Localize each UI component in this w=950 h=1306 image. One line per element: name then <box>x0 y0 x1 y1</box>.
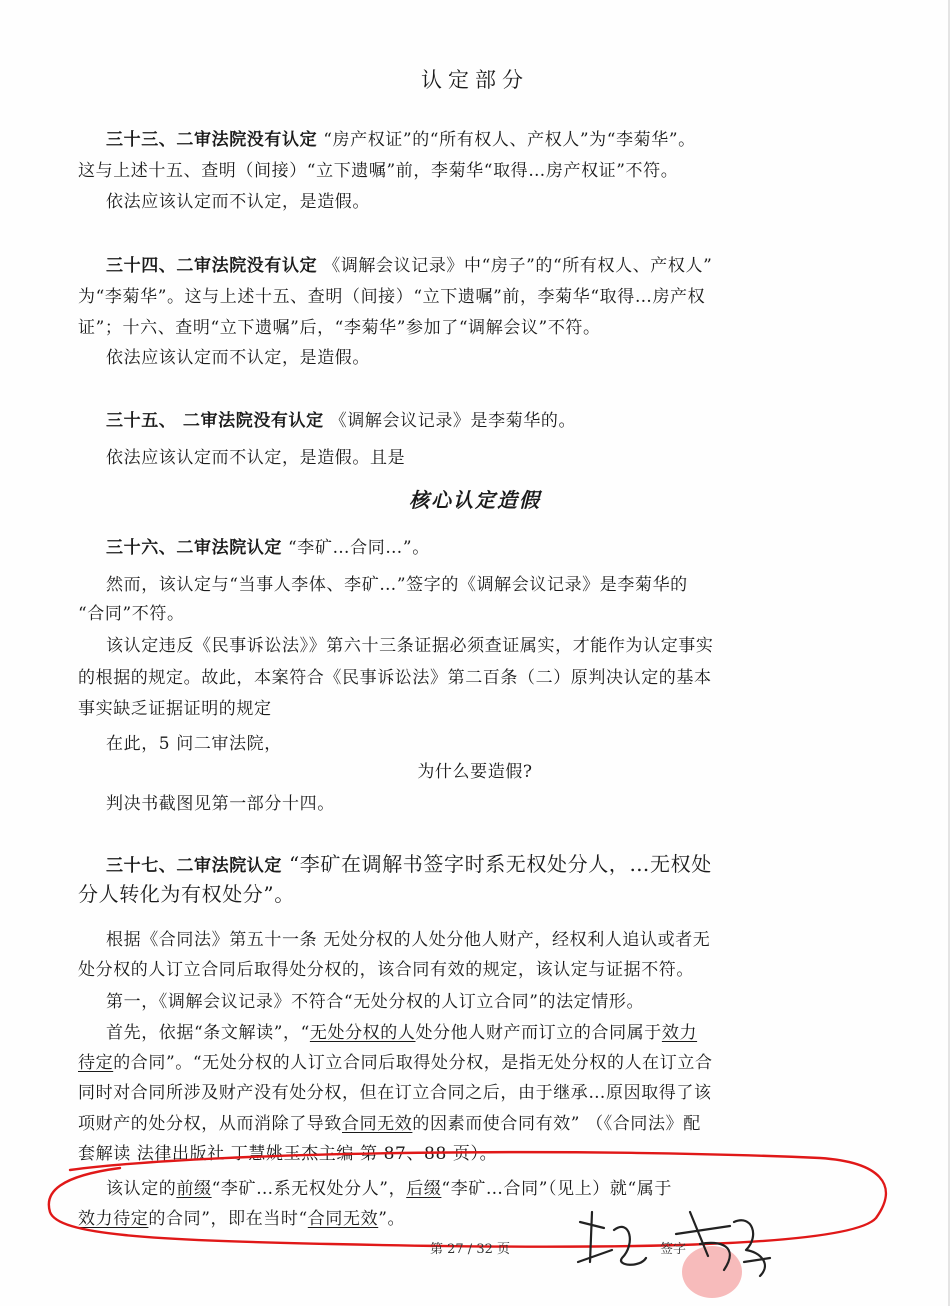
s34-line-3: 证”；十六、查明“立下遗嘱”后，“李菊华”参加了“调解会议”不符。 <box>78 318 601 338</box>
underline-contract-invalid-2: 合同无效 <box>307 1209 379 1229</box>
s36-line-4: 该认定违反《民事诉讼法》》第六十三条证据必须查证属实，才能作为认定事实 <box>106 636 714 656</box>
s36-heading: 三十六、二审法院认定 <box>106 538 282 558</box>
s37-line-12-a: 的合同”，即在当时“ <box>148 1209 308 1229</box>
underline-no-authority-person: 无处分权的人 <box>309 1023 416 1043</box>
underline-prefix: 前缀 <box>176 1179 212 1199</box>
s37-line-6-b: 处分他人财产而订立的合同属于 <box>415 1023 662 1043</box>
s37-line-11-a: 该认定的 <box>106 1179 177 1199</box>
s36-line-7: 在此，5 问二审法院， <box>106 734 282 754</box>
underline-contract-invalid: 合同无效 <box>342 1114 413 1134</box>
s34-line-2: 为“李菊华”。这与上述十五、查明（间接）“立下遗嘱”前，李菊华“取得…房产权 <box>78 287 706 307</box>
s33-line-1-text: “房产权证”的“所有权人、产权人”为“李菊华”。 <box>323 130 696 150</box>
signature-label: 签字 <box>660 1242 687 1257</box>
core-heading: 核心认定造假 <box>409 488 541 512</box>
s34-line-1-text: 《调解会议记录》中“房子”的“所有权人、产权人” <box>323 256 713 276</box>
s35-line-1-text: 《调解会议记录》是李菊华的。 <box>329 411 577 431</box>
s35-heading: 三十五、 二审法院没有认定 <box>106 411 324 431</box>
s33-heading: 三十三、二审法院没有认定 <box>106 130 318 150</box>
s37-line-2: 分人转化为有权处分”。 <box>78 882 295 906</box>
underline-validity: 效力 <box>661 1023 698 1043</box>
s37-heading: 三十七、二审法院认定 <box>106 856 282 876</box>
underline-pending: 待定 <box>78 1053 114 1073</box>
s37-line-5: 第一，《调解会议记录》不符合“无处分权的人订立合同”的法定情形。 <box>106 992 645 1012</box>
s36-line-5: 的根据的规定。故此，本案符合《民事诉讼法》第二百条（二）原判决认定的基本 <box>78 668 712 688</box>
s37-line-11-c: “李矿…合同”（见上）就“属于 <box>441 1179 672 1199</box>
s37-line-3: 根据《合同法》第五十一条 无处分权的人处分他人财产，经权利人追认或者无 <box>106 930 711 950</box>
s37-line-7-b: 的合同”。“无处分权的人订立合同后取得处分权，是指无处分权的人在订立合 <box>113 1053 713 1073</box>
underline-suffix: 后缀 <box>406 1179 442 1199</box>
page-title: 认定部分 <box>421 68 529 92</box>
s33-line-2: 这与上述十五、查明（间接）“立下遗嘱”前，李菊华“取得…房产权证”不符。 <box>78 161 679 181</box>
s36-line-9: 判决书截图见第一部分十四。 <box>106 794 335 814</box>
s37-line-9-b: 的因素而使合同有效” （《合同法》配 <box>412 1114 701 1134</box>
underline-validity-pending: 效力待定 <box>78 1209 149 1229</box>
s37-line-11-b: “李矿…系无权处分人”， <box>211 1179 407 1199</box>
s37-line-10: 套解读 法律出版社 丁慧姚玉杰主编 第 87、88 页）。 <box>78 1144 498 1164</box>
s36-line-8: 为什么要造假? <box>417 762 533 782</box>
s37-line-4: 处分权的人订立合同后取得处分权的，该合同有效的规定，该认定与证据不符。 <box>78 960 694 980</box>
s36-line-6: 事实缺乏证据证明的规定 <box>78 699 272 719</box>
s34-heading: 三十四、二审法院没有认定 <box>106 256 318 276</box>
s36-line-3: “合同”不符。 <box>78 604 185 624</box>
s33-line-3: 依法应该认定而不认定，是造假。 <box>106 192 370 212</box>
s35-line-2: 依法应该认定而不认定，是造假。且是 <box>106 448 406 468</box>
s37-line-6-a: 首先，依据“条文解读”，“ <box>106 1023 310 1043</box>
s36-line-2: 然而，该认定与“当事人李体、李矿…”签字的《调解会议记录》是李菊华的 <box>106 575 688 595</box>
s34-line-4: 依法应该认定而不认定，是造假。 <box>106 348 370 368</box>
s37-line-1-text: “李矿在调解书签字时系无权处分人，…无权处 <box>288 852 712 876</box>
s37-line-12-b: ”。 <box>378 1209 406 1229</box>
page-number: 第 27 / 32 页 <box>430 1242 510 1257</box>
red-seal-icon <box>682 1246 742 1298</box>
s36-line-1-text: “李矿…合同…”。 <box>288 538 430 558</box>
s37-line-9-a: 项财产的处分权，从而消除了导致 <box>78 1114 342 1134</box>
s37-line-8: 同时对合同所涉及财产没有处分权，但在订立合同之后，由于继承…原因取得了该 <box>78 1083 712 1103</box>
